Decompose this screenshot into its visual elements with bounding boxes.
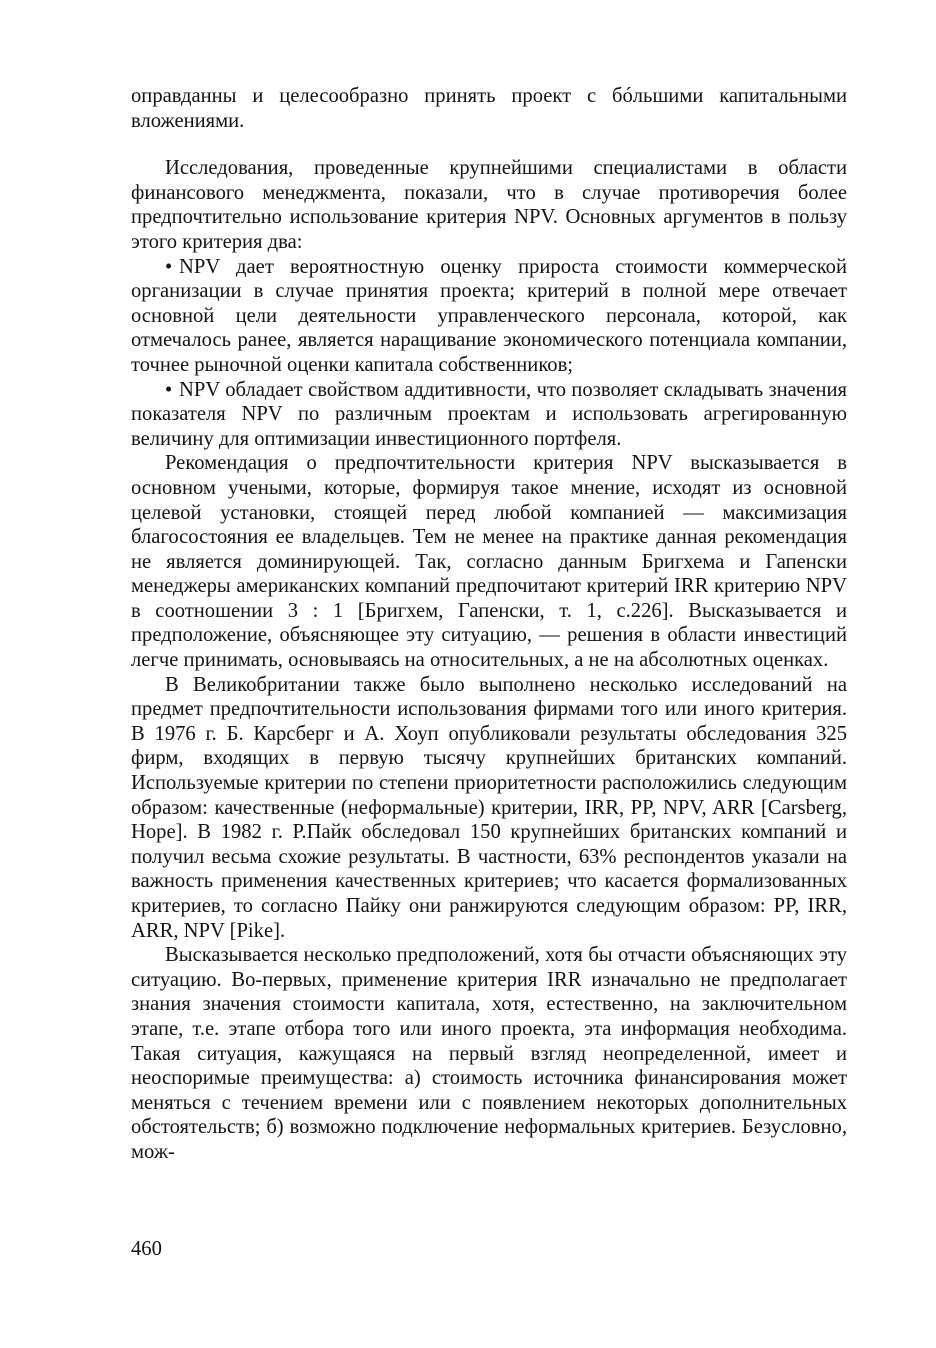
- bullet-icon: •: [165, 378, 173, 401]
- paragraph-britain: В Великобритании также было выполнено несколько исследований на предмет предпочтительности использования фирмами того или иного критерия. В 1976 г. Б. Карсберг и А. Хоуп опубликовали результаты обследования 325 фирм, входящих в первую тысячу крупнейших британских компаний. Используемые критерии по степени приоритетности расположились следующим образом: качественные (неформальные) критерии, IRR, PP, NPV, ARR [Carsberg, Hope]. В 1982 г. Р.Пайк обследовал 150 крупнейших британских компаний и получил весьма схожие результаты. В частности, 63% респондентов указали на важность применения качественных критериев; что касается формализованных критериев, то согласно Пайку они ранжируются следующим образом: PP, IRR, ARR, NPV [Pike].: [131, 673, 847, 942]
- paragraph-recommendation: Рекомендация о предпочтительности критерия NPV высказывается в основном учеными, которые, формируя такое мнение, исходят из основной целевой установки, стоящей перед любой компанией — максимизация благосостояния ее владельцев. Тем не менее на практике данная рекомендация не является доминирующей. Так, согласно данным Бригхема и Гапенски менеджеры американских компаний предпочитают критерий IRR критерию NPV в соотношении 3 : 1 [Бригхем, Гапенски, т. 1, с.226]. Высказывается и предположение, объясняющее эту ситуацию, — решения в области инвестиций легче принимать, основываясь на относительных, а не на абсолютных оценках.: [131, 452, 847, 672]
- page-body: [131, 84, 847, 1165]
- intro-paragraph: оправданны и целесообразно принять проект с бóльшими капитальными вложениями.: [131, 85, 847, 132]
- argument-list: [131, 255, 847, 452]
- bullet-text: NPV дает вероятностную оценку прироста стоимости коммерческой организации в случае принятия проекта; критерий в полной мере отвечает основной цели деятельности управленческого персонала, которой, как отмечалось ранее, является наращивание экономического потенциала компании, точнее рыночной оценки капитала собственников;: [131, 255, 847, 376]
- paragraph-research: Исследования, проведенные крупнейшими специалистами в области финансового менеджмента, показали, что в случае противоречия более предпочтительно использование критерия NPV. Основных аргументов в пользу этого критерия два:: [131, 157, 847, 253]
- page-number: 460: [131, 1238, 162, 1260]
- list-item: [131, 378, 847, 452]
- bullet-icon: •: [165, 255, 173, 278]
- bullet-text: NPV обладает свойством аддитивности, что позволяет складывать значения показателя NPV по различным проектам и использовать агрегированную величину для оптимизации инвестиционного портфеля.: [131, 378, 847, 450]
- list-item: [131, 255, 847, 378]
- paragraph-assumptions: Высказывается несколько предположений, хотя бы отчасти объясняющих эту ситуацию. Во-первых, применение критерия IRR изначально не предполагает знания значения стоимости капитала, хотя, естественно, на заключительном этапе, т.е. этапе отбора того или иного проекта, эта информация необходима. Такая ситуация, кажущаяся на первый взгляд неопределенной, имеет и неоспоримые преимущества: а) стоимость источника финансирования может меняться с течением времени или с появлением некоторых дополнительных обстоятельств; б) возможно подключение неформальных критериев. Безусловно, мож-: [131, 944, 847, 1163]
